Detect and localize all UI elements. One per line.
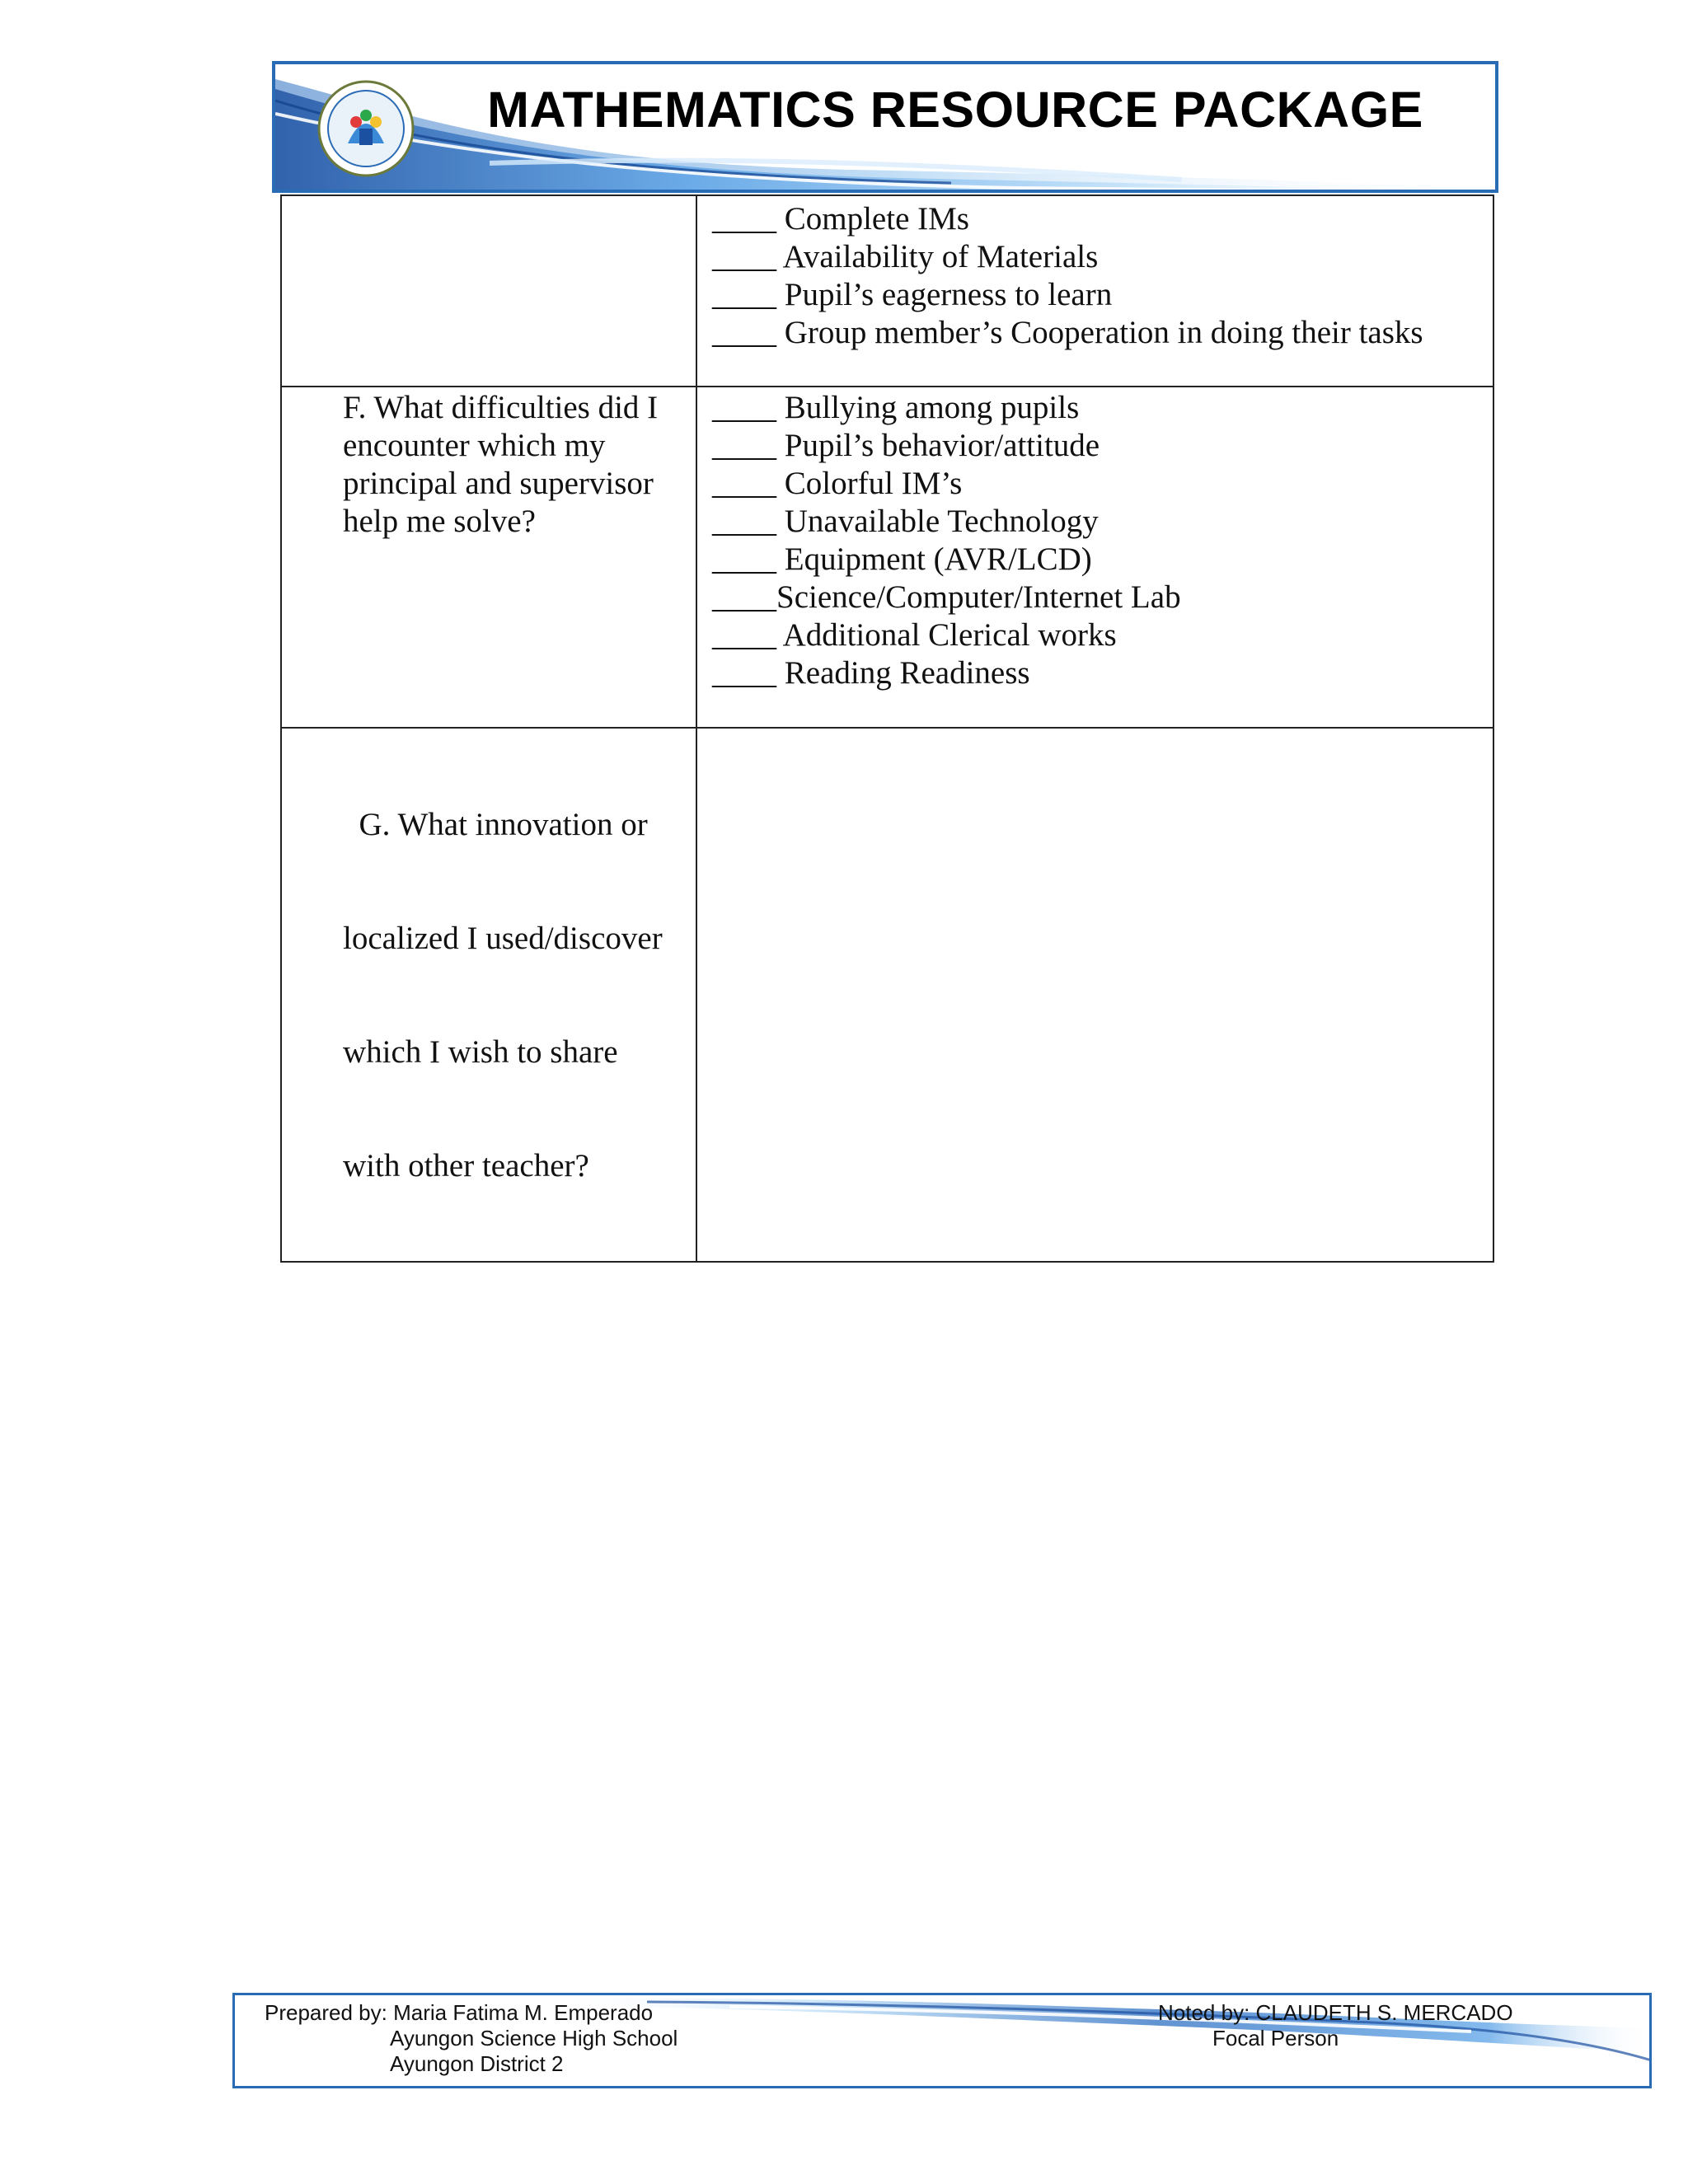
question-line: F. What difficulties did I	[343, 390, 659, 425]
options-cell	[696, 195, 1493, 387]
page-footer	[232, 1993, 1652, 2088]
question-line: G. What innovation or	[343, 807, 648, 842]
checklist-option: ____ Colorful IM’s	[712, 466, 963, 501]
table-row	[281, 195, 1493, 387]
page-title: MATHEMATICS RESOURCE PACKAGE	[487, 82, 1423, 138]
question-line: help me solve?	[343, 504, 536, 539]
options-cell	[696, 387, 1493, 728]
answer-cell-empty	[696, 728, 1493, 1262]
table-row	[281, 728, 1493, 1262]
checklist-option: ____ Pupil’s behavior/attitude	[712, 428, 1100, 463]
checklist-option: ____ Unavailable Technology	[712, 504, 1099, 539]
page-header	[272, 61, 1498, 193]
question-cell	[281, 195, 696, 387]
checklist-option: ____Science/Computer/Internet Lab	[712, 579, 1181, 615]
prepared-by-text: Prepared by: Maria Fatima M. Emperado	[265, 2000, 654, 2025]
question-line: which I wish to share	[343, 1034, 618, 1070]
question-cell	[281, 728, 696, 1262]
checklist-option: ____ Equipment (AVR/LCD)	[712, 541, 1092, 577]
school-name-text: Ayungon Science High School	[390, 2026, 678, 2050]
table-row	[281, 387, 1493, 728]
focal-person-role: Focal Person	[1212, 2026, 1339, 2050]
checklist-option: ____ Reading Readiness	[712, 655, 1030, 691]
checklist-option: ____ Bullying among pupils	[712, 390, 1080, 425]
district-text: Ayungon District 2	[390, 2051, 564, 2076]
question-line: encounter which my	[343, 428, 606, 463]
noted-by-text: Noted by: CLAUDETH S. MERCADO	[1158, 2000, 1513, 2025]
checklist-option: ____ Complete IMs	[712, 201, 969, 237]
reflection-table	[280, 194, 1494, 1263]
question-line: principal and supervisor	[343, 466, 654, 501]
checklist-option: ____ Pupil’s eagerness to learn	[712, 277, 1113, 312]
checklist-option: ____ Additional Clerical works	[712, 617, 1117, 653]
checklist-option: ____ Availability of Materials	[712, 239, 1099, 274]
checklist-option: ____ Group member’s Cooperation in doing their tasks	[712, 315, 1423, 350]
deped-seal-icon	[316, 79, 415, 178]
question-line: localized I used/discover	[343, 921, 663, 956]
question-line: with other teacher?	[343, 1148, 589, 1183]
question-cell	[281, 387, 696, 728]
